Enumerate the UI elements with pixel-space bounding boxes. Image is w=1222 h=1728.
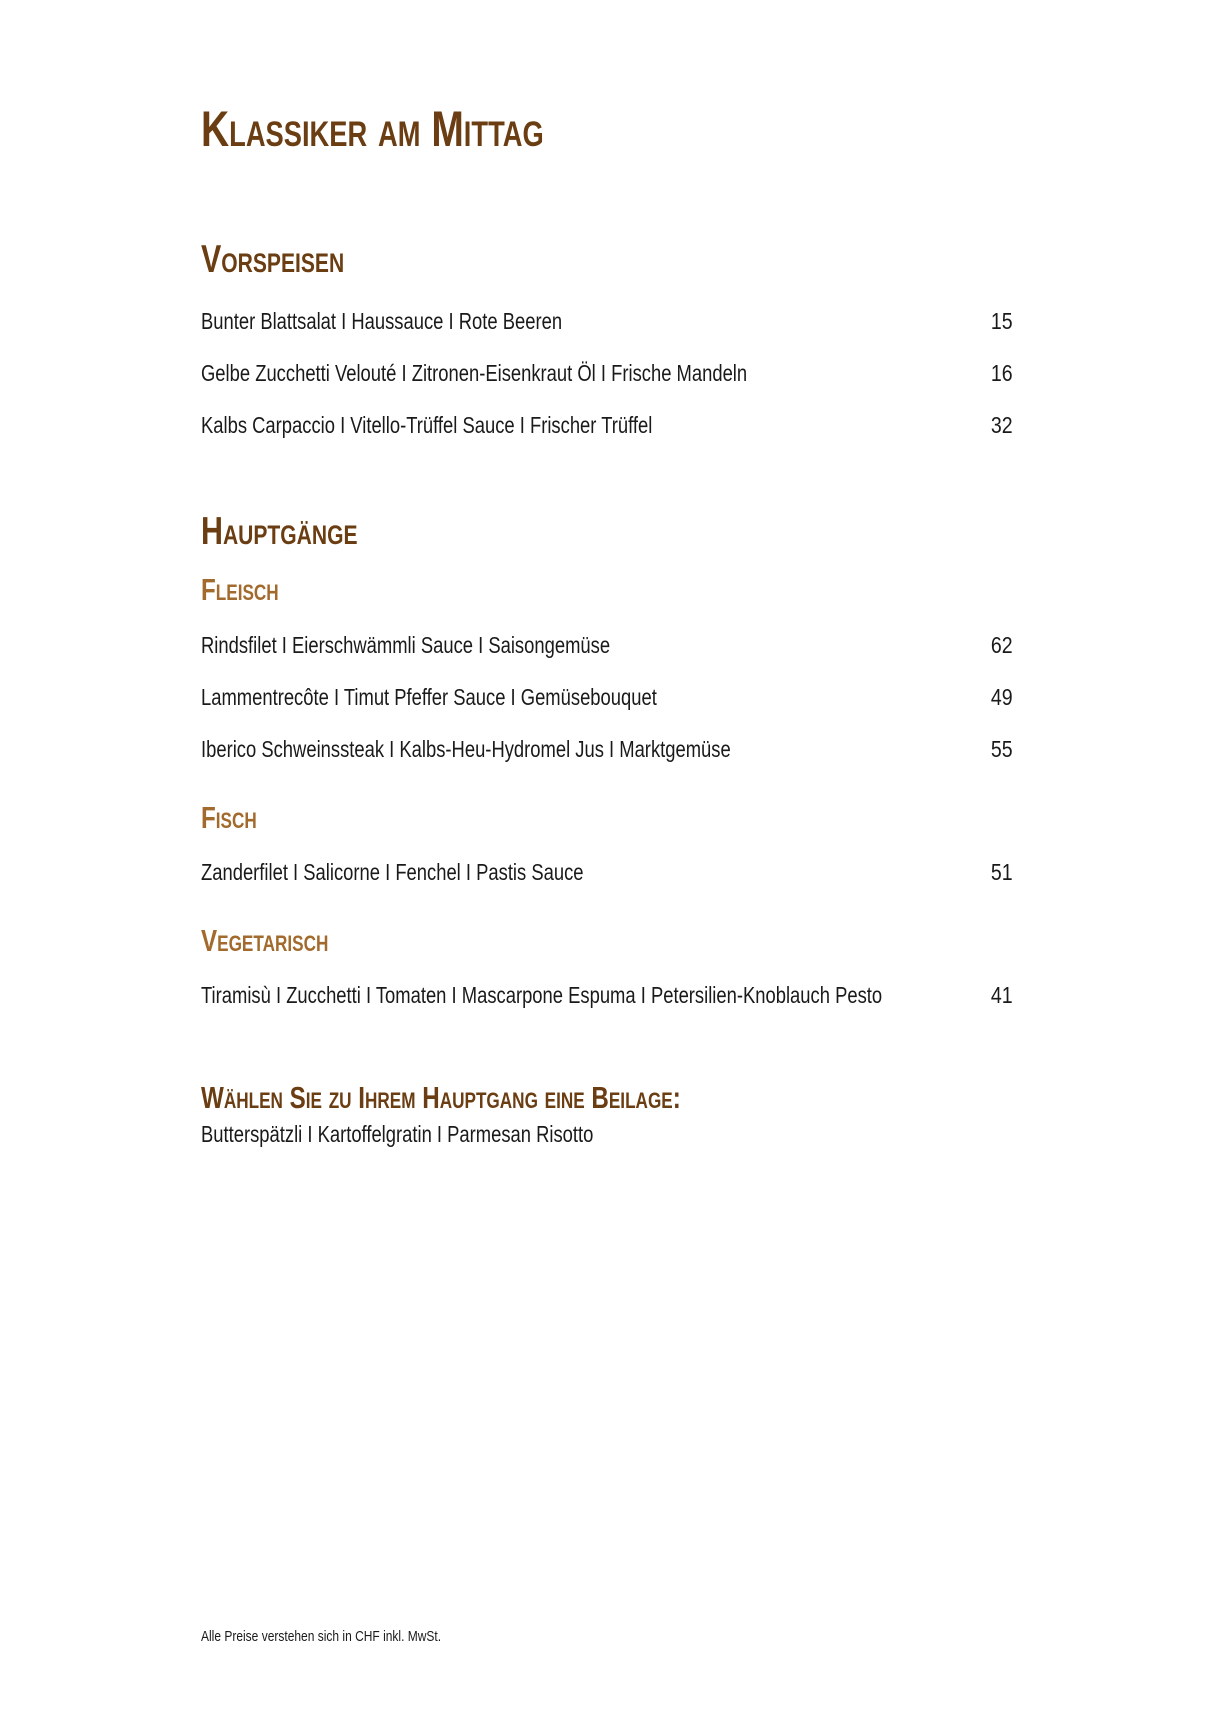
dish-price: 32 [991,412,1013,438]
dish-name: Rindsfilet I Eierschwämmli Sauce I Saisongemüse [201,632,611,658]
dish-price: 16 [991,360,1013,386]
menu-item [201,358,1013,388]
dish-price: 15 [991,308,1013,334]
dish-name: Gelbe Zucchetti Velouté I Zitronen-Eisenkraut Öl I Frische Mandeln [201,360,748,386]
dish-name: Iberico Schweinssteak I Kalbs-Heu-Hydromel Jus I Marktgemüse [201,736,731,762]
dish-price: 41 [991,982,1013,1008]
dish-price: 62 [991,632,1013,658]
dish-name: Lammentrecôte I Timut Pfeffer Sauce I Gemüsebouquet [201,684,657,710]
subsection-heading-fleisch: Fleisch [201,572,279,607]
side-dish-heading: Wählen Sie zu Ihrem Hauptgang eine Beilage: [201,1080,681,1115]
menu-item [201,410,1013,440]
menu-item [201,857,1013,887]
section-heading-vorspeisen: Vorspeisen [201,238,345,281]
dish-name: Bunter Blattsalat I Haussauce I Rote Beeren [201,308,563,334]
dish-price: 55 [991,736,1013,762]
section-heading-hauptgaenge: Hauptgänge [201,510,358,553]
subsection-heading-fisch: Fisch [201,800,257,835]
dish-price: 51 [991,859,1013,885]
dish-name: Zanderfilet I Salicorne I Fenchel I Pastis Sauce [201,859,584,885]
menu-item [201,734,1013,764]
menu-item [201,306,1013,336]
menu-item [201,682,1013,712]
menu-item [201,980,1013,1010]
page-title: Klassiker am Mittag [201,101,544,157]
menu-item [201,630,1013,660]
side-dish-options: Butterspätzli I Kartoffelgratin I Parmesan Risotto [201,1121,594,1147]
dish-name: Tiramisù I Zucchetti I Tomaten I Mascarpone Espuma I Petersilien-Knoblauch Pesto [201,982,883,1008]
subsection-heading-vegetarisch: Vegetarisch [201,923,329,958]
price-footnote: Alle Preise verstehen sich in CHF inkl. MwSt. [201,1628,442,1645]
dish-name: Kalbs Carpaccio I Vitello-Trüffel Sauce I Frischer Trüffel [201,412,653,438]
dish-price: 49 [991,684,1013,710]
